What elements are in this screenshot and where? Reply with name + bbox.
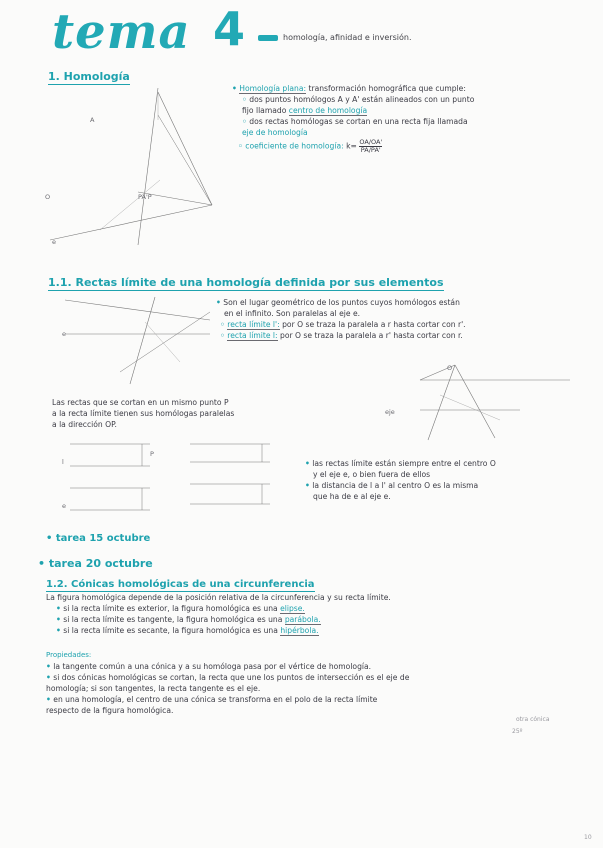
parallel-homologues-figure [380, 360, 580, 445]
margin-note-a: otra cónica [516, 716, 550, 723]
limit-properties-bullets: • las rectas límite están siempre entre el centro O y el eje e, o bien fuera de ellos • la distancia de l a l' al centro O es la misma que ha de e al eje e. [305, 459, 496, 501]
coef-den: PA/PA' [360, 146, 381, 154]
definition-text: transformación homográfica que cumple: [308, 84, 466, 93]
limit-position-figures [60, 440, 280, 515]
case3-text: si la recta límite es secante, la figura homológica es una [63, 626, 278, 635]
homology-definition-block: • Homología plana: transformación homográfica que cumple: ◦ dos puntos homólogos A y A' están alineados con un punto fijo llamado centro de homología ◦ dos rectas homólogas se cortan en una recta fija llamada eje de homología ◦ coeficiente de homología: k= $\frac{OA/OA'}{PA/PA'}$ [232, 84, 475, 154]
property-3b: respecto de la figura homológica. [46, 706, 174, 715]
homology-figure-1 [40, 80, 240, 250]
task-oct-20: • tarea 20 octubre [38, 557, 153, 570]
section-heading-conicas: 1.2. Cónicas homológicas de una circunferencia [46, 579, 315, 590]
limit-text1a: Son el lugar geométrico de los puntos cuyos homólogos están [223, 298, 460, 307]
case2-text: si la recta límite es tangente, la figura homológica es una [63, 615, 283, 624]
section-heading-homologia: 1. Homología [48, 70, 130, 83]
limit-text1b: en el infinito. Son paralelas al eje e. [224, 309, 361, 318]
case1-text: si la recta límite es exterior, la figura homológica es una [63, 604, 278, 613]
definition-item1b: fijo llamado [242, 106, 287, 115]
conics-intro: La figura homológica depende de la posición relativa de la circunferencia y su recta límite. [46, 593, 391, 602]
property-1: la tangente común a una cónica y a su homóloga pasa por el vértice de homología. [53, 662, 372, 671]
term-hiperbola: hipérbola. [280, 626, 319, 635]
term-centro: centro de homología [288, 106, 368, 115]
rl2-text: por O se traza la paralela a r' hasta cortar con r. [280, 331, 463, 340]
figure-label-o: O [45, 193, 51, 201]
term-eje: eje de homología [242, 128, 308, 137]
position-fig-label-p: P [150, 450, 154, 458]
figure-label-e: e [52, 238, 56, 246]
page-subtitle: homología, afinidad e inversión. [283, 33, 412, 42]
term-parabola: parábola. [284, 615, 321, 624]
parallel-fig-label-o: O [447, 364, 453, 372]
limit-figure-label-e: e [62, 330, 66, 338]
rl-text: por O se traza la paralela a r hasta cortar con r'. [282, 320, 466, 329]
bullet4a: la distancia de l a l' al centro O es la misma [312, 481, 479, 490]
section-heading-rectas-limite: 1.1. Rectas límite de una homología definida por sus elementos [48, 276, 444, 289]
page-title: tema [52, 4, 191, 60]
coef-num: OA/OA' [359, 138, 383, 146]
property-2a: si dos cónicas homológicas se cortan, la recta que une los puntos de intersección es el eje de [53, 673, 410, 682]
bullet3b: y el eje e, o bien fuera de ellos [313, 470, 431, 479]
text2c: a la dirección OP. [52, 420, 117, 429]
bullet3a: las rectas límite están siempre entre el centro O [312, 459, 496, 468]
task-oct-15: • tarea 15 octubre [46, 533, 151, 544]
coef-k: k= [346, 141, 357, 151]
text2b: a la recta límite tienen sus homólogas paralelas [52, 409, 235, 418]
position-fig-label-e: e [62, 502, 66, 510]
parallel-directions-text [52, 397, 352, 430]
definition-item2a: dos rectas homólogas se cortan en una recta fija llamada [249, 117, 468, 126]
topic-number: 4 [213, 2, 246, 56]
margin-note-b: 25º [512, 728, 523, 735]
limit-lines-definition: • Son el lugar geométrico de los puntos cuyos homólogos están en el infinito. Son paralelas al eje e. ◦ recta límite l': por O se traza la paralela a r hasta cortar con r'. ◦ recta límite l: por O se traza la paralela a r' hasta cortar con r. [216, 298, 466, 340]
properties-heading: Propiedades: [46, 651, 92, 659]
coef-fraction [359, 139, 382, 154]
rl2-label: recta límite l: [227, 331, 278, 340]
properties-block: Propiedades: • la tangente común a una cónica y a su homóloga pasa por el vértice de homología. • si dos cónicas homológicas se cortan, la recta que une los puntos de intersección es el eje de homología; si son tangentes, la recta tangente es el eje. • en una homología, el centro de una cónica se transforma en el polo de la recta límite respecto de la figura homológica. [46, 650, 596, 716]
definition-item1a: dos puntos homólogos A y A' están alineados con un punto [249, 95, 475, 104]
page-number: 10 [584, 834, 592, 841]
definition-label: Homología plana: [239, 84, 307, 93]
coef-label: coeficiente de homología: [245, 141, 344, 151]
figure-label-a: A [90, 116, 95, 124]
parallel-fig-label-eje: eje [385, 408, 395, 416]
limit-lines-figure [60, 292, 220, 387]
property-3a: en una homología, el centro de una cónica se transforma en el polo de la recta límite [53, 695, 378, 704]
conics-block: La figura homológica depende de la posición relativa de la circunferencia y su recta límite. • si la recta límite es exterior, la figura homológica es una elipse. • si la recta límite es tangente, la figura homológica es una parábola. • si la recta límite es secante, la figura homológica es una hipérbola. [46, 592, 596, 636]
title-dash-decoration [258, 35, 278, 41]
term-elipse: elipse. [280, 604, 305, 613]
property-2b: homología; si son tangentes, la recta tangente es el eje. [46, 684, 261, 693]
bullet4b: que ha de e al eje e. [313, 492, 391, 501]
text2a: Las rectas que se cortan en un mismo punto P [52, 398, 229, 407]
figure-label-pa: PA'P [138, 193, 152, 201]
rl-label: recta límite l': [227, 320, 280, 329]
position-fig-label-l: l [62, 458, 64, 466]
